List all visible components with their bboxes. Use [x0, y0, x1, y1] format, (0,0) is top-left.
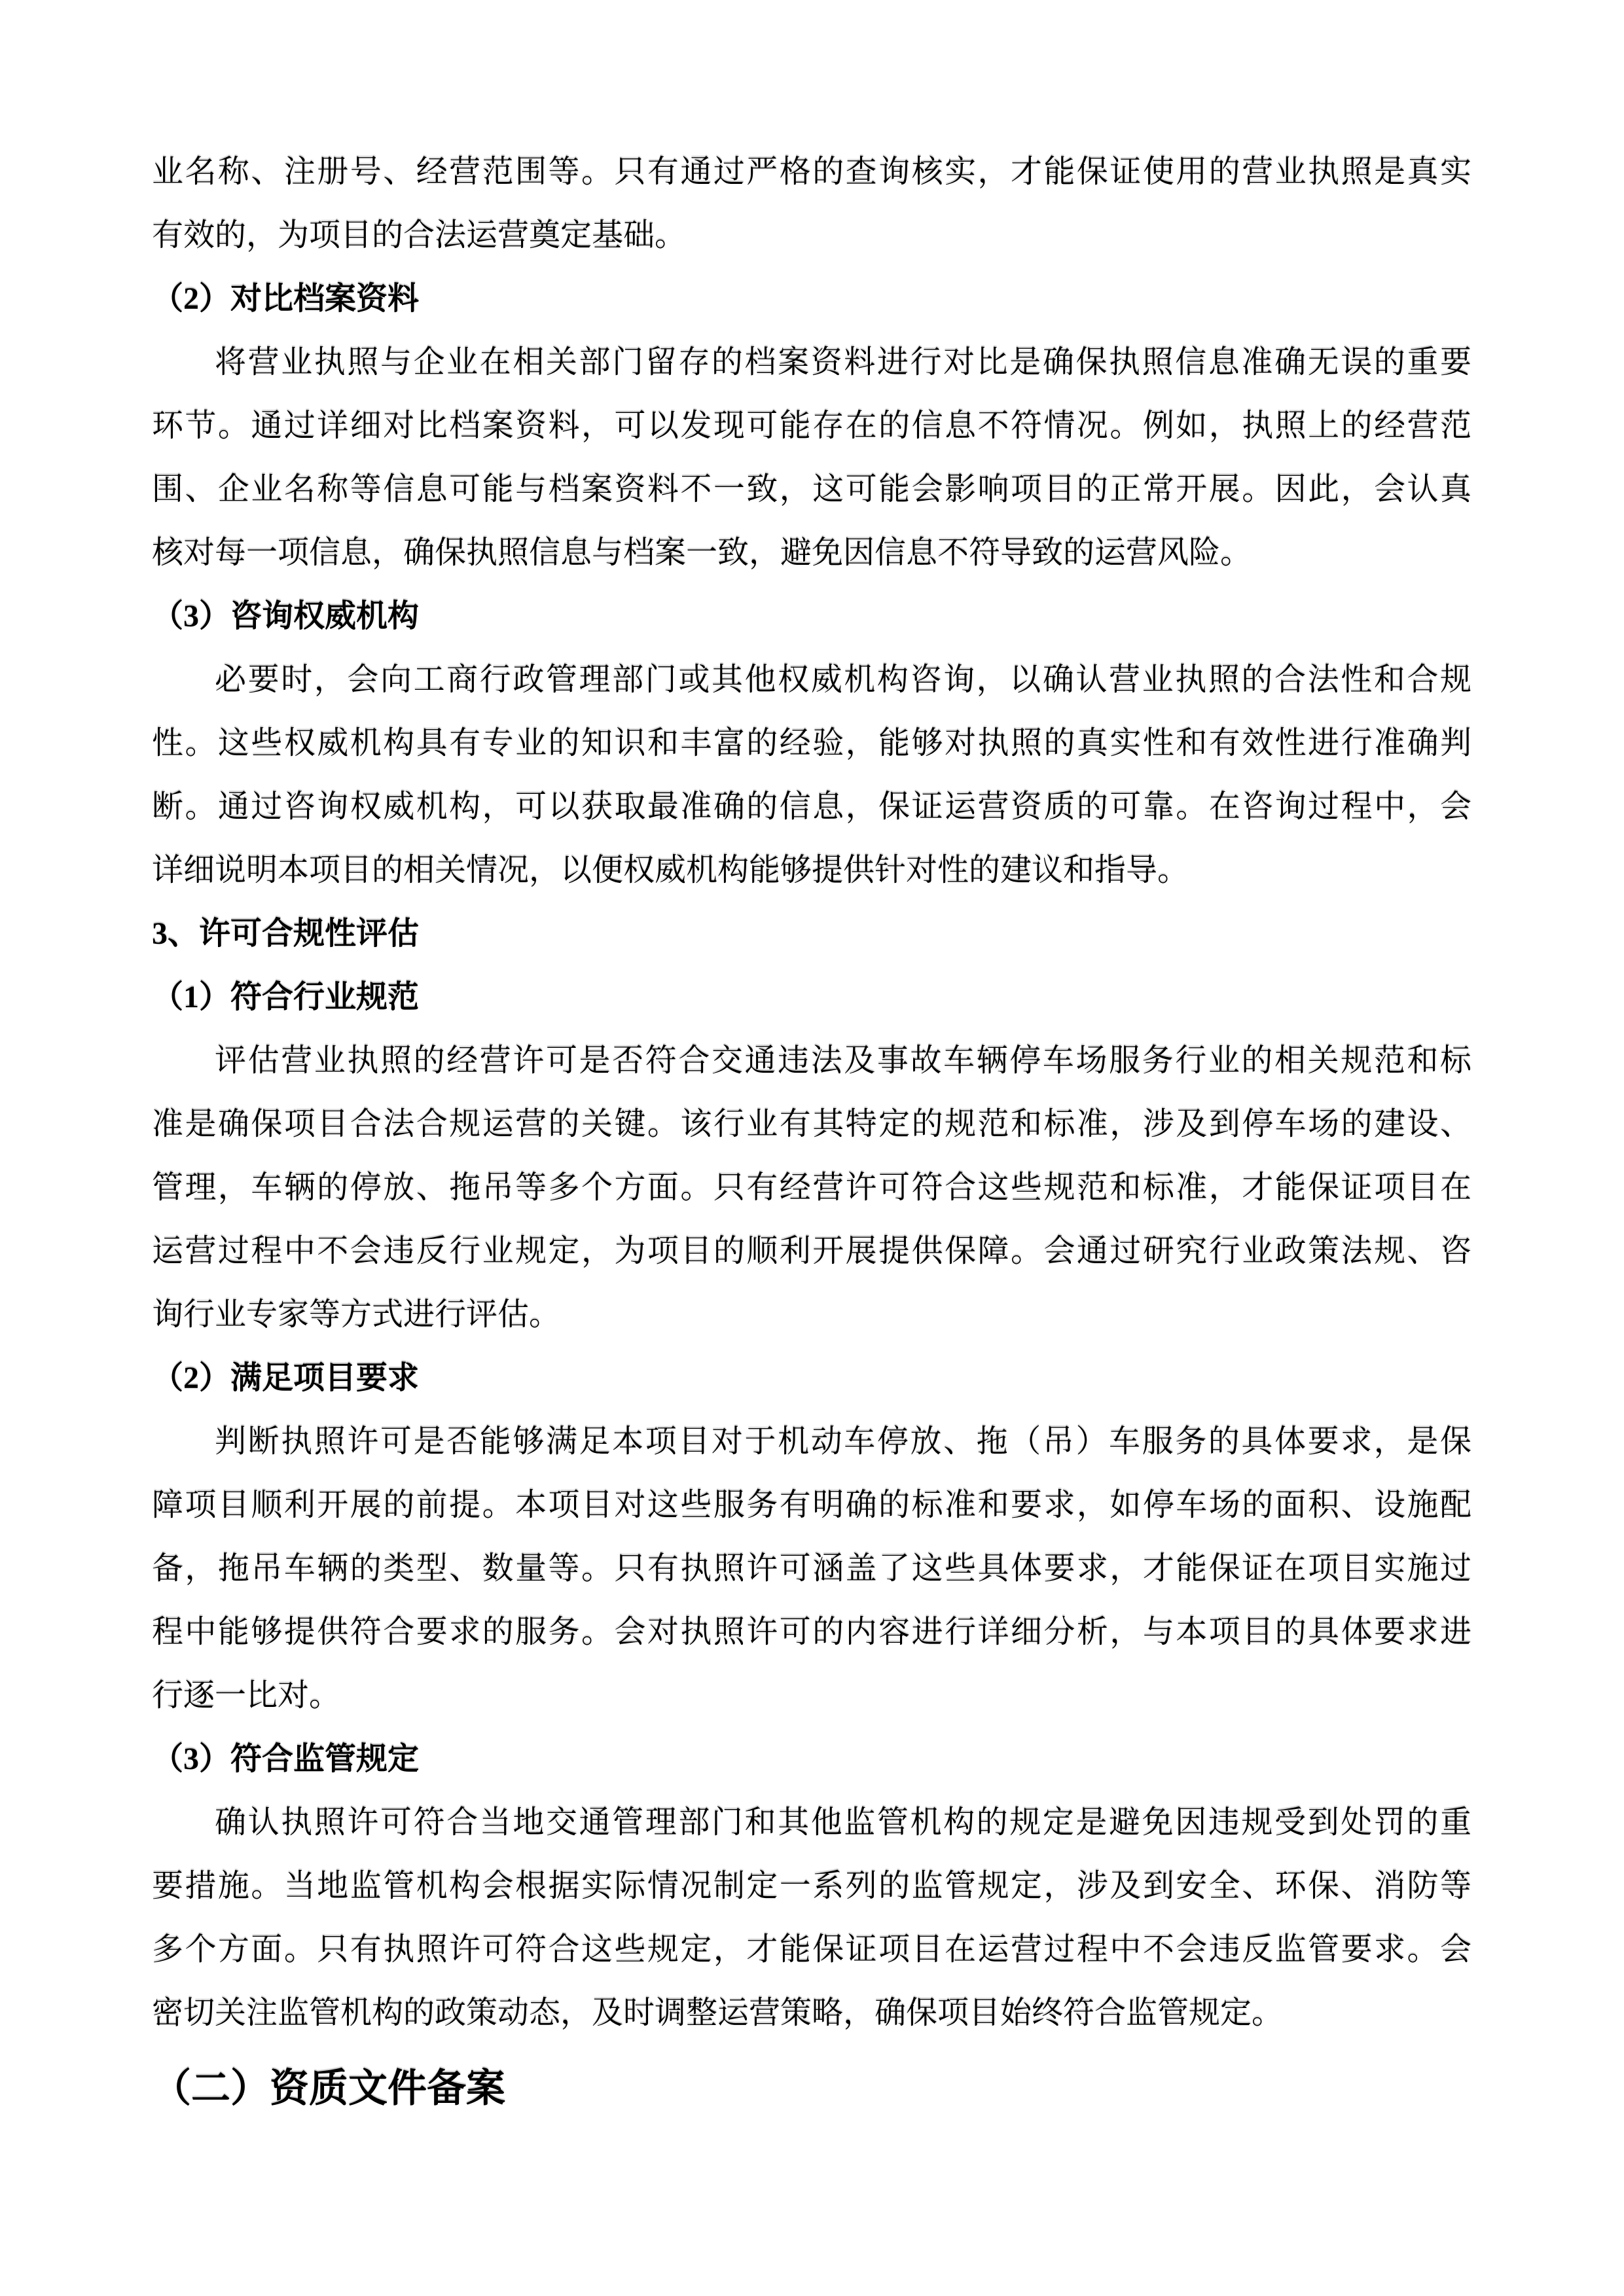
paragraph-line: 程中能够提供符合要求的服务。会对执照许可的内容进行详细分析，与本项目的具体要求进 [152, 1615, 1471, 1649]
paragraph-first-line: 判断执照许可是否能够满足本项目对于机动车停放、拖（吊）车服务的具体要求，是保 [215, 1424, 1471, 1459]
subsection-heading: （2）满足项目要求 [152, 1361, 420, 1395]
paragraph-last-line: 核对每一项信息，确保执照信息与档案一致，避免因信息不符导致的运营风险。 [152, 535, 1252, 570]
paragraph-line: 管理，车辆的停放、拖吊等多个方面。只有经营许可符合这些规范和标准，才能保证项目在 [152, 1170, 1471, 1205]
paragraph-line: 业名称、注册号、经营范围等。只有通过严格的查询核实，才能保证使用的营业执照是真实 [152, 154, 1471, 189]
paragraph-line: 断。通过咨询权威机构，可以获取最准确的信息，保证运营资质的可靠。在咨询过程中，会 [152, 789, 1471, 824]
subsection-heading: （3）咨询权威机构 [152, 599, 420, 634]
subsection-heading: （2）对比档案资料 [152, 281, 420, 316]
subsection-heading: （3）符合监管规定 [152, 1742, 420, 1776]
paragraph-first-line: 将营业执照与企业在相关部门留存的档案资料进行对比是确保执照信息准确无误的重要 [215, 345, 1471, 380]
paragraph-last-line: 详细说明本项目的相关情况，以便权威机构能够提供针对性的建议和指导。 [152, 853, 1189, 888]
paragraph-line: 障项目顺利开展的前提。本项目对这些服务有明确的标准和要求，如停车场的面积、设施配 [152, 1488, 1471, 1522]
paragraph-line: 运营过程中不会违反行业规定，为项目的顺利开展提供保障。会通过研究行业政策法规、咨 [152, 1234, 1471, 1268]
document-body [152, 140, 1471, 2127]
paragraph-line: 性。这些权威机构具有专业的知识和丰富的经验，能够对执照的真实性和有效性进行准确判 [152, 726, 1471, 761]
paragraph-last-line: 密切关注监管机构的政策动态，及时调整运营策略，确保项目始终符合监管规定。 [152, 1996, 1284, 2030]
paragraph-last-line: 有效的，为项目的合法运营奠定基础。 [152, 218, 687, 253]
section-heading: （二）资质文件备案 [152, 2067, 505, 2110]
paragraph-first-line: 必要时，会向工商行政管理部门或其他权威机构咨询，以确认营业执照的合法性和合规 [215, 662, 1471, 697]
paragraph-line: 要措施。当地监管机构会根据实际情况制定一系列的监管规定，涉及到安全、环保、消防等 [152, 1869, 1471, 1903]
paragraph-first-line: 确认执照许可符合当地交通管理部门和其他监管机构的规定是避免因违规受到处罚的重 [215, 1805, 1471, 1840]
paragraph-line: 环节。通过详细对比档案资料，可以发现可能存在的信息不符情况。例如，执照上的经营范 [152, 408, 1471, 443]
paragraph-line: 围、企业名称等信息可能与档案资料不一致，这可能会影响项目的正常开展。因此，会认真 [152, 472, 1471, 507]
paragraph-first-line: 评估营业执照的经营许可是否符合交通违法及事故车辆停车场服务行业的相关规范和标 [215, 1043, 1471, 1078]
paragraph-line: 多个方面。只有执照许可符合这些规定，才能保证项目在运营过程中不会违反监管要求。会 [152, 1932, 1471, 1967]
paragraph-last-line: 询行业专家等方式进行评估。 [152, 1297, 561, 1332]
paragraph-line: 准是确保项目合法合规运营的关键。该行业有其特定的规范和标准，涉及到停车场的建设、 [152, 1107, 1471, 1141]
paragraph-last-line: 行逐一比对。 [152, 1678, 341, 1713]
subsection-heading: （1）符合行业规范 [152, 980, 420, 1014]
paragraph-line: 备，拖吊车辆的类型、数量等。只有执照许可涵盖了这些具体要求，才能保证在项目实施过 [152, 1551, 1471, 1586]
subsection-heading: 3、许可合规性评估 [152, 916, 420, 951]
